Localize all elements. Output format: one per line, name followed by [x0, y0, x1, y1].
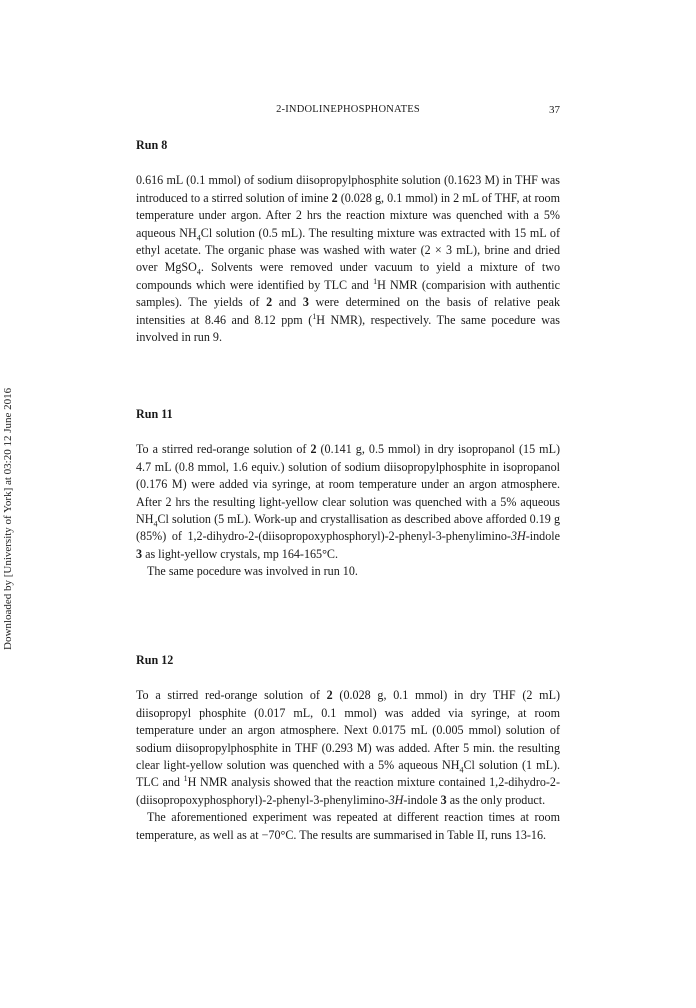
run-11-paragraph-2: The same pocedure was involved in run 10. [147, 564, 358, 579]
run-12-paragraph-2: The aforementioned experiment was repeated at different reaction times at room temperature, as well as at −70°C. The results are summarised in Table II, runs 13-16. [136, 810, 560, 842]
run-12-paragraph: To a stirred red-orange solution of 2 (0.028 g, 0.1 mmol) in dry THF (2 mL) diisopropyl phosphite (0.017 mL, 0.1 mmol) was added via syringe, at room temperature under an argon atmosphere. Next 0.0175 mL (0.005 mmol) solution of sodium diisopropylphosphite in THF (0.293 M) was added. After 5 min. the resulting clear light-yellow solution was quenched with a 5% aqueous $NH_4Cl$ solution (1 mL). TLC and $^1$H NMR analysis showed that the reaction mixture contained 1,2-dihydro-2-(diisopropoxyphosphoryl)-2-phenyl-3-phenylimino-3H-indole 3 as the only product. [136, 688, 561, 807]
run-8-heading: Run 8 [136, 138, 168, 152]
page-number: 37 [549, 104, 560, 116]
run-8-section [136, 137, 560, 346]
running-title: 2-INDOLINEPHOSPHONATES [276, 104, 420, 115]
run-12-section [136, 652, 560, 844]
download-watermark-text: Downloaded by [University of York] at 03:20 12 June 2016 [2, 387, 14, 650]
run-11-heading: Run 11 [136, 407, 173, 421]
run-11-section [136, 406, 560, 581]
run-8-paragraph: 0.616 mL (0.1 mmol) of sodium diisopropylphosphite solution (0.1623 M) in THF was introduced to a stirred solution of imine 2 (0.028 g, 0.1 mmol) in 2 mL of THF, at room temperature under argon. After 2 hrs the reaction mixture was quenched with a 5% aqueous $NH_4Cl$ solution (0.5 mL). The resulting mixture was extracted with 15 mL of ethyl acetate. The organic phase was washed with water (2 × 3 mL), brine and dried over MgSO$_4$. Solvents were removed under vacuum to yield a mixture of two compounds which were identified by TLC and $^1$H NMR (comparision with authentic samples). The yields of 2 and 3 were determined on the basis of relative peak intensities at 8.46 and 8.12 ppm ($^1$H NMR), respectively. The same pocedure was involved in run 9. [136, 173, 560, 345]
run-11-paragraph: To a stirred red-orange solution of 2 (0.141 g, 0.5 mmol) in dry isopropanol (15 mL) 4.7 mL (0.8 mmol, 1.6 equiv.) solution of sodium diisopropylphosphite in isopropanol (0.176 M) were added via syringe, at room temperature under an argon atmosphere. After 2 hrs the resulting light-yellow clear solution was quenched with a 5% aqueous $NH_4Cl$ solution (5 mL). Work-up and crystallisation as described above afforded 0.19 g (85%) of 1,2-dihydro-2-(diisopropoxyphosphoryl)-2-phenyl-3-phenylimino-3H-indole 3 as light-yellow crystals, mp 164-165°C. [136, 442, 560, 561]
download-watermark [2, 340, 18, 650]
running-head [136, 104, 560, 124]
run-12-heading: Run 12 [136, 653, 174, 667]
